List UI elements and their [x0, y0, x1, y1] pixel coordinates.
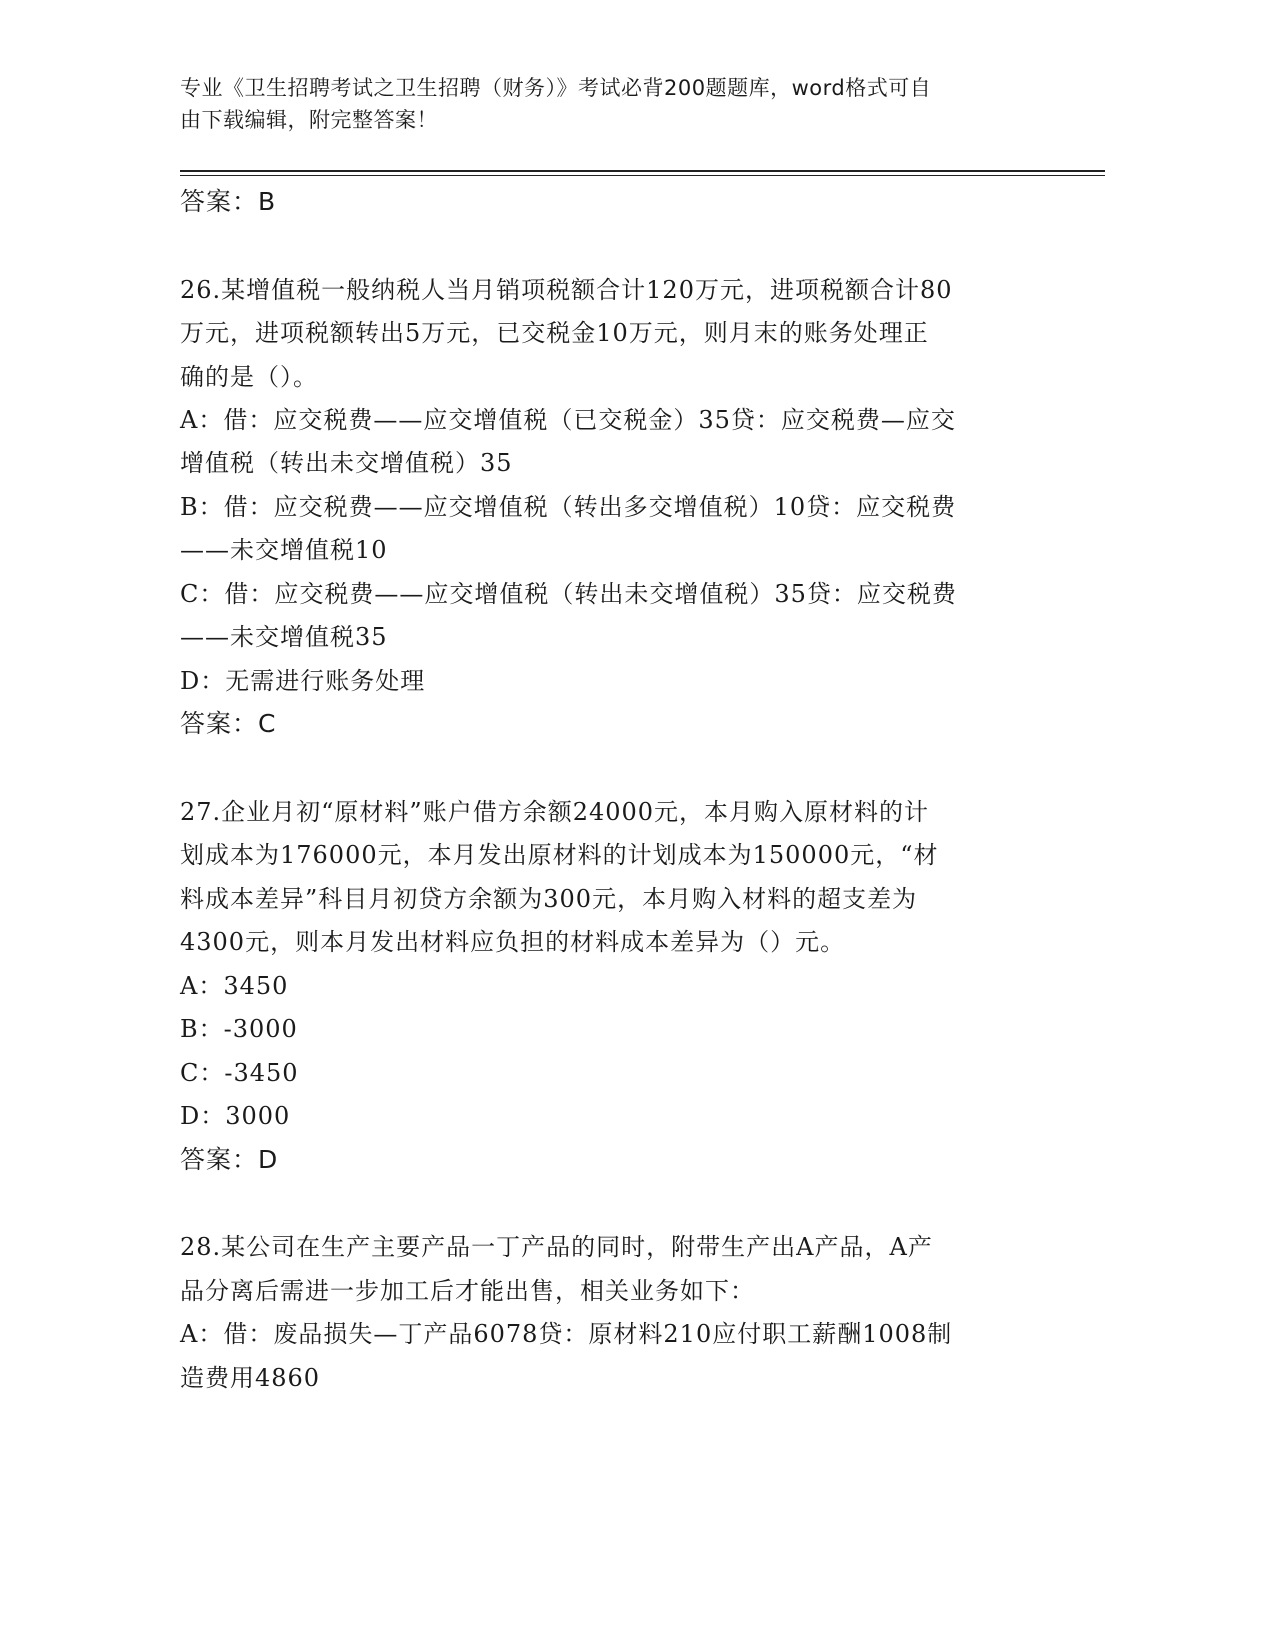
- q26-stem-line-1: 26.某增值税一般纳税人当月销项税额合计120万元，进项税额合计80: [180, 276, 953, 304]
- q27-stem-line-3: 料成本差异”科目月初贷方余额为300元，本月购入材料的超支差为: [180, 885, 918, 913]
- q27-option-c: C：-3450: [180, 1059, 299, 1087]
- q26-option-a-line-1: A：借：应交税费——应交增值税（已交税金）35贷：应交税费—应交: [180, 406, 956, 434]
- q27-stem-line-2: 划成本为176000元，本月发出原材料的计划成本为150000元，“材: [180, 841, 939, 869]
- q26-option-c-line-1: C：借：应交税费——应交增值税（转出未交增值税）35贷：应交税费: [180, 580, 957, 608]
- header-divider-thick: [180, 170, 1105, 172]
- q28-stem-line-2: 品分离后需进一步加工后才能出售，相关业务如下：: [180, 1277, 755, 1305]
- q26-option-a-line-2: 增值税（转出未交增值税）35: [180, 449, 513, 477]
- header-line-1: 专业《卫生招聘考试之卫生招聘（财务）》考试必背200题题库，word格式可自: [180, 76, 932, 100]
- q28-option-a-line-2: 造费用4860: [180, 1364, 321, 1392]
- q26-option-b-line-2: ——未交增值税10: [180, 536, 388, 564]
- q27-option-d: D：3000: [180, 1102, 291, 1130]
- q27-stem-line-1: 27.企业月初“原材料”账户借方余额24000元，本月购入原材料的计: [180, 798, 930, 826]
- q26-answer: 答案：C: [180, 709, 277, 738]
- q27-option-b: B：-3000: [180, 1015, 298, 1043]
- answer-previous: 答案：B: [180, 187, 277, 216]
- q28-stem-line-1: 28.某公司在生产主要产品一丁产品的同时，附带生产出A产品，A产: [180, 1233, 933, 1261]
- q26-stem-line-2: 万元，进项税额转出5万元，已交税金10万元，则月末的账务处理正: [180, 319, 929, 347]
- q26-option-b-line-1: B：借：应交税费——应交增值税（转出多交增值税）10贷：应交税费: [180, 493, 957, 521]
- q26-option-c-line-2: ——未交增值税35: [180, 623, 388, 651]
- q28-option-a-line-1: A：借：废品损失—丁产品6078贷：原材料210应付职工薪酬1008制: [180, 1320, 953, 1348]
- q27-stem-line-4: 4300元，则本月发出材料应负担的材料成本差异为（）元。: [180, 928, 846, 956]
- q26-stem-line-3: 确的是（）。: [180, 363, 318, 391]
- document-page: [180, 0, 1105, 1650]
- header-line-2: 由下载编辑，附完整答案！: [180, 108, 438, 132]
- q27-answer: 答案：D: [180, 1145, 279, 1174]
- page-header: [180, 72, 1040, 136]
- header-divider-thin: [180, 175, 1105, 176]
- q27-option-a: A：3450: [180, 972, 289, 1000]
- q26-option-d: D：无需进行账务处理: [180, 667, 426, 695]
